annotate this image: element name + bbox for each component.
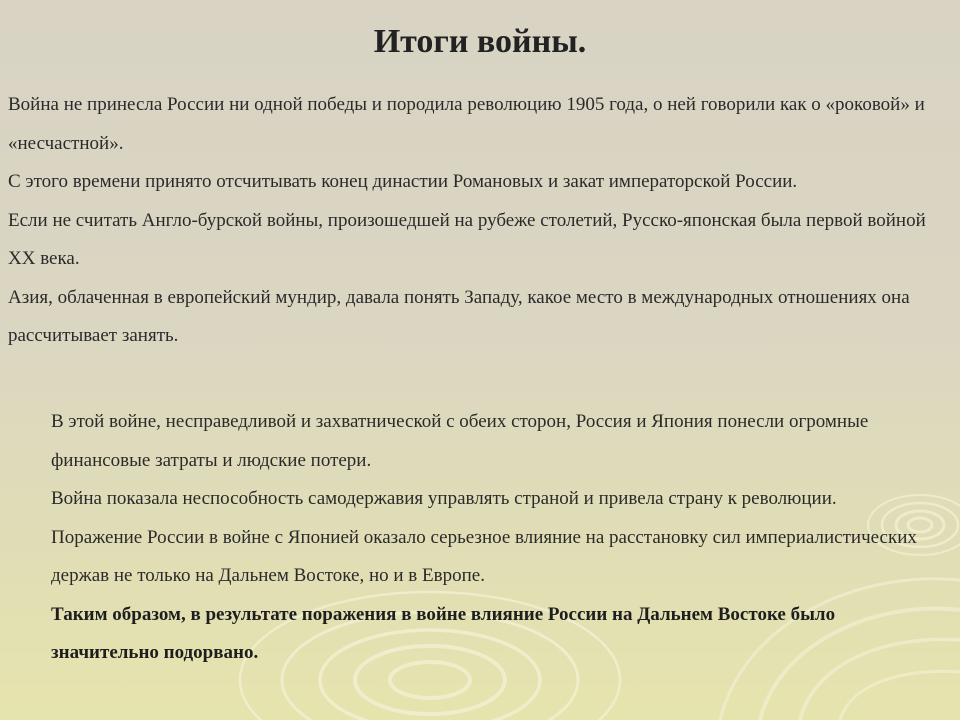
paragraph-asia-european-uniform: Азия, облаченная в европейский мундир, давала понять Западу, какое место в международных отношениях она рассчитывает занять. xyxy=(8,286,910,346)
paragraph-autocracy-failure: Война показала неспособность самодержавия управлять страной и привела страну к революции. xyxy=(51,488,837,509)
summary-block-2 xyxy=(51,403,931,673)
slide-title: Итоги войны. xyxy=(373,23,587,60)
summary-block-1 xyxy=(8,86,938,356)
paragraph-losses: В этой войне, несправедливой и захватнической с обеих сторон, Россия и Япония понесли огромные финансовые затраты и людские потери. xyxy=(51,411,869,471)
paragraph-romanov-end: С этого времени принято отсчитывать конец династии Романовых и закат императорской России. xyxy=(8,171,798,192)
paragraph-no-victory: Война не принесла России ни одной победы и породила революцию 1905 года, о ней говорили как о «роковой» и «несчастной». xyxy=(8,94,925,154)
paragraph-conclusion: Таким образом, в результате поражения в войне влияние России на Дальнем Востоке было значительно подорвано. xyxy=(51,603,836,663)
paragraph-balance-of-power: Поражение России в войне с Японией оказало серьезное влияние на расстановку сил империалистических держав не только на Дальнем Востоке, но и в Европе. xyxy=(51,526,917,586)
paragraph-first-war-20th-century: Если не считать Англо-бурской войны, произошедшей на рубеже столетий, Русско-японская была первой войной XX века. xyxy=(8,209,926,269)
